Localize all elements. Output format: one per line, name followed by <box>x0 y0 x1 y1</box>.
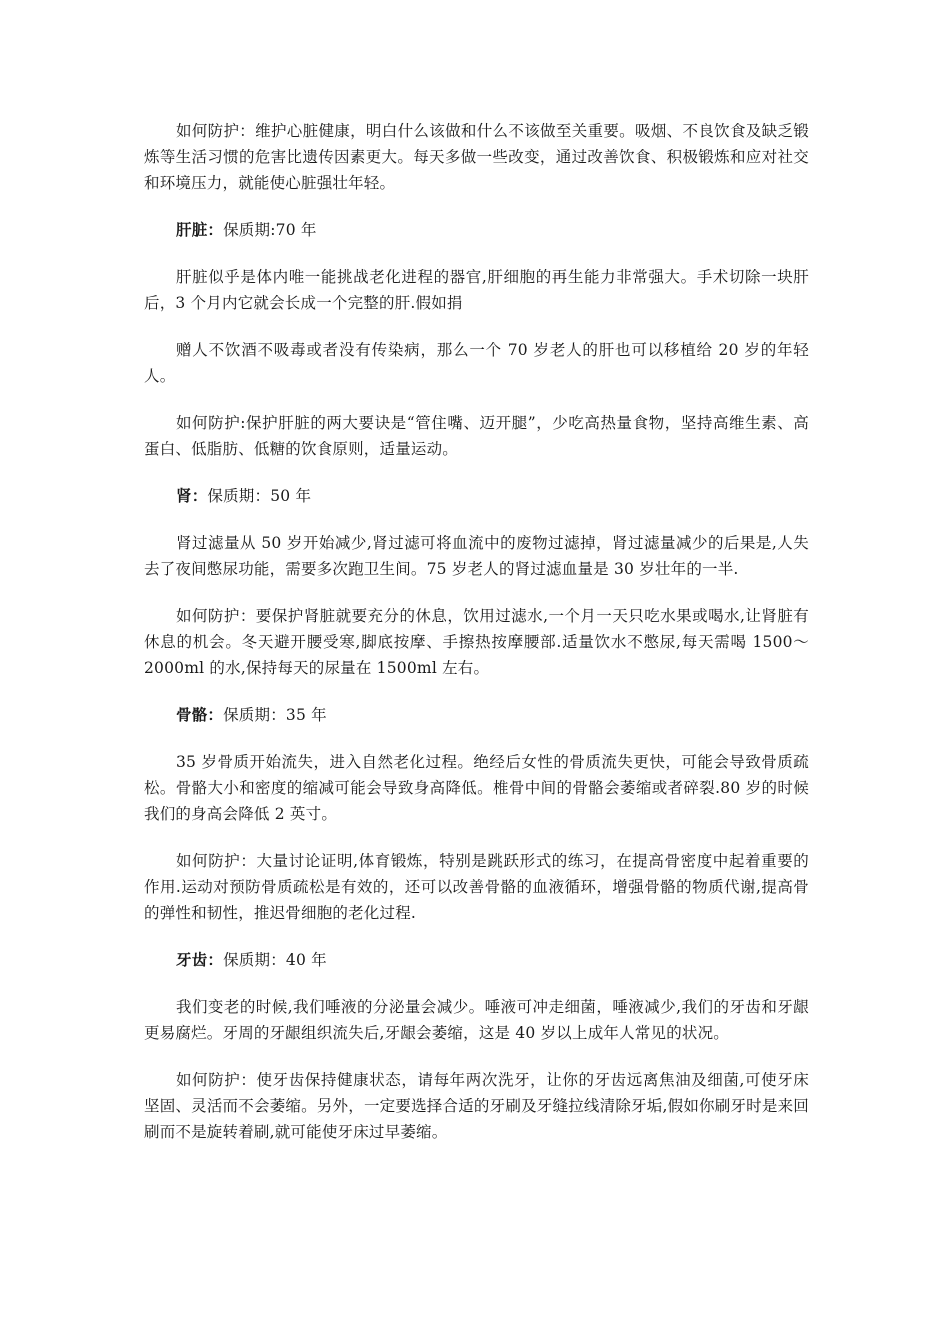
liver-paragraph-1: 肝脏似乎是体内唯一能挑战老化进程的器官,肝细胞的再生能力非常强大。手术切除一块肝后，3 个月内它就会长成一个完整的肝.假如捐 <box>144 268 809 312</box>
teeth-heading <box>144 947 809 973</box>
teeth-term: 牙齿： <box>176 950 224 969</box>
kidney-paragraph: 肾过滤量从 50 岁开始减少,肾过滤可将血流中的废物过滤掉，肾过滤量减少的后果是,人失去了夜间憋尿功能，需要多次跑卫生间。75 岁老人的肾过滤血量是 30 岁壮年的一半. <box>144 534 809 578</box>
bone-paragraph: 35 岁骨质开始流失，进入自然老化过程。绝经后女性的骨质流失更快，可能会导致骨质疏松。骨骼大小和密度的缩减可能会导致身高降低。椎骨中间的骨骼会萎缩或者碎裂.80 岁的时候我们的身高会降低 2 英寸。 <box>144 753 809 823</box>
document-page <box>144 118 809 1166</box>
kidney-shelf-life: 保质期：50 年 <box>207 487 312 505</box>
kidney-protection-paragraph: 如何防护：要保护肾脏就要充分的休息，饮用过滤水,一个月一天只吃水果或喝水,让肾脏有休息的机会。冬天避开腰受寒,脚底按摩、手擦热按摩腰部.适量饮水不憋尿,每天需喝 1500～2000ml 的水,保持每天的尿量在 1500ml 左右。 <box>144 607 809 677</box>
liver-heading <box>144 217 809 243</box>
teeth-protection-paragraph: 如何防护：使牙齿保持健康状态，请每年两次洗牙，让你的牙齿远离焦油及细菌,可使牙床坚固、灵活而不会萎缩。另外，一定要选择合适的牙刷及牙缝拉线清除牙垢,假如你刷牙时是来回刷而不是旋转着刷,就可能使牙床过早萎缩。 <box>144 1071 809 1141</box>
bone-protection-paragraph: 如何防护：大量讨论证明,体育锻炼，特别是跳跃形式的练习，在提高骨密度中起着重要的作用.运动对预防骨质疏松是有效的，还可以改善骨骼的血液循环，增强骨骼的物质代谢,提高骨的弹性和韧性，推迟骨细胞的老化过程. <box>144 852 809 922</box>
bone-term: 骨骼： <box>176 705 224 724</box>
liver-term: 肝脏： <box>176 220 224 239</box>
teeth-paragraph: 我们变老的时候,我们唾液的分泌量会减少。唾液可冲走细菌，唾液减少,我们的牙齿和牙龈更易腐烂。牙周的牙龈组织流失后,牙龈会萎缩，这是 40 岁以上成年人常见的状况。 <box>144 998 809 1042</box>
bone-shelf-life: 保质期：35 年 <box>223 706 327 724</box>
liver-paragraph-2: 赠人不饮酒不吸毒或者没有传染病，那么一个 70 岁老人的肝也可以移植给 20 岁的年轻人。 <box>144 341 809 385</box>
kidney-term: 肾： <box>176 486 208 505</box>
teeth-shelf-life: 保质期：40 年 <box>223 951 327 969</box>
bone-heading <box>144 702 809 728</box>
liver-protection-paragraph: 如何防护:保护肝脏的两大要诀是“管住嘴、迈开腿”，少吃高热量食物，坚持高维生素、高蛋白、低脂肪、低糖的饮食原则，适量运动。 <box>144 414 809 458</box>
heart-protection-paragraph: 如何防护：维护心脏健康，明白什么该做和什么不该做至关重要。吸烟、不良饮食及缺乏锻炼等生活习惯的危害比遗传因素更大。每天多做一些改变，通过改善饮食、积极锻炼和应对社交和环境压力，就能使心脏强壮年轻。 <box>144 122 809 192</box>
kidney-heading <box>144 483 809 509</box>
liver-shelf-life: 保质期:70 年 <box>223 221 317 239</box>
